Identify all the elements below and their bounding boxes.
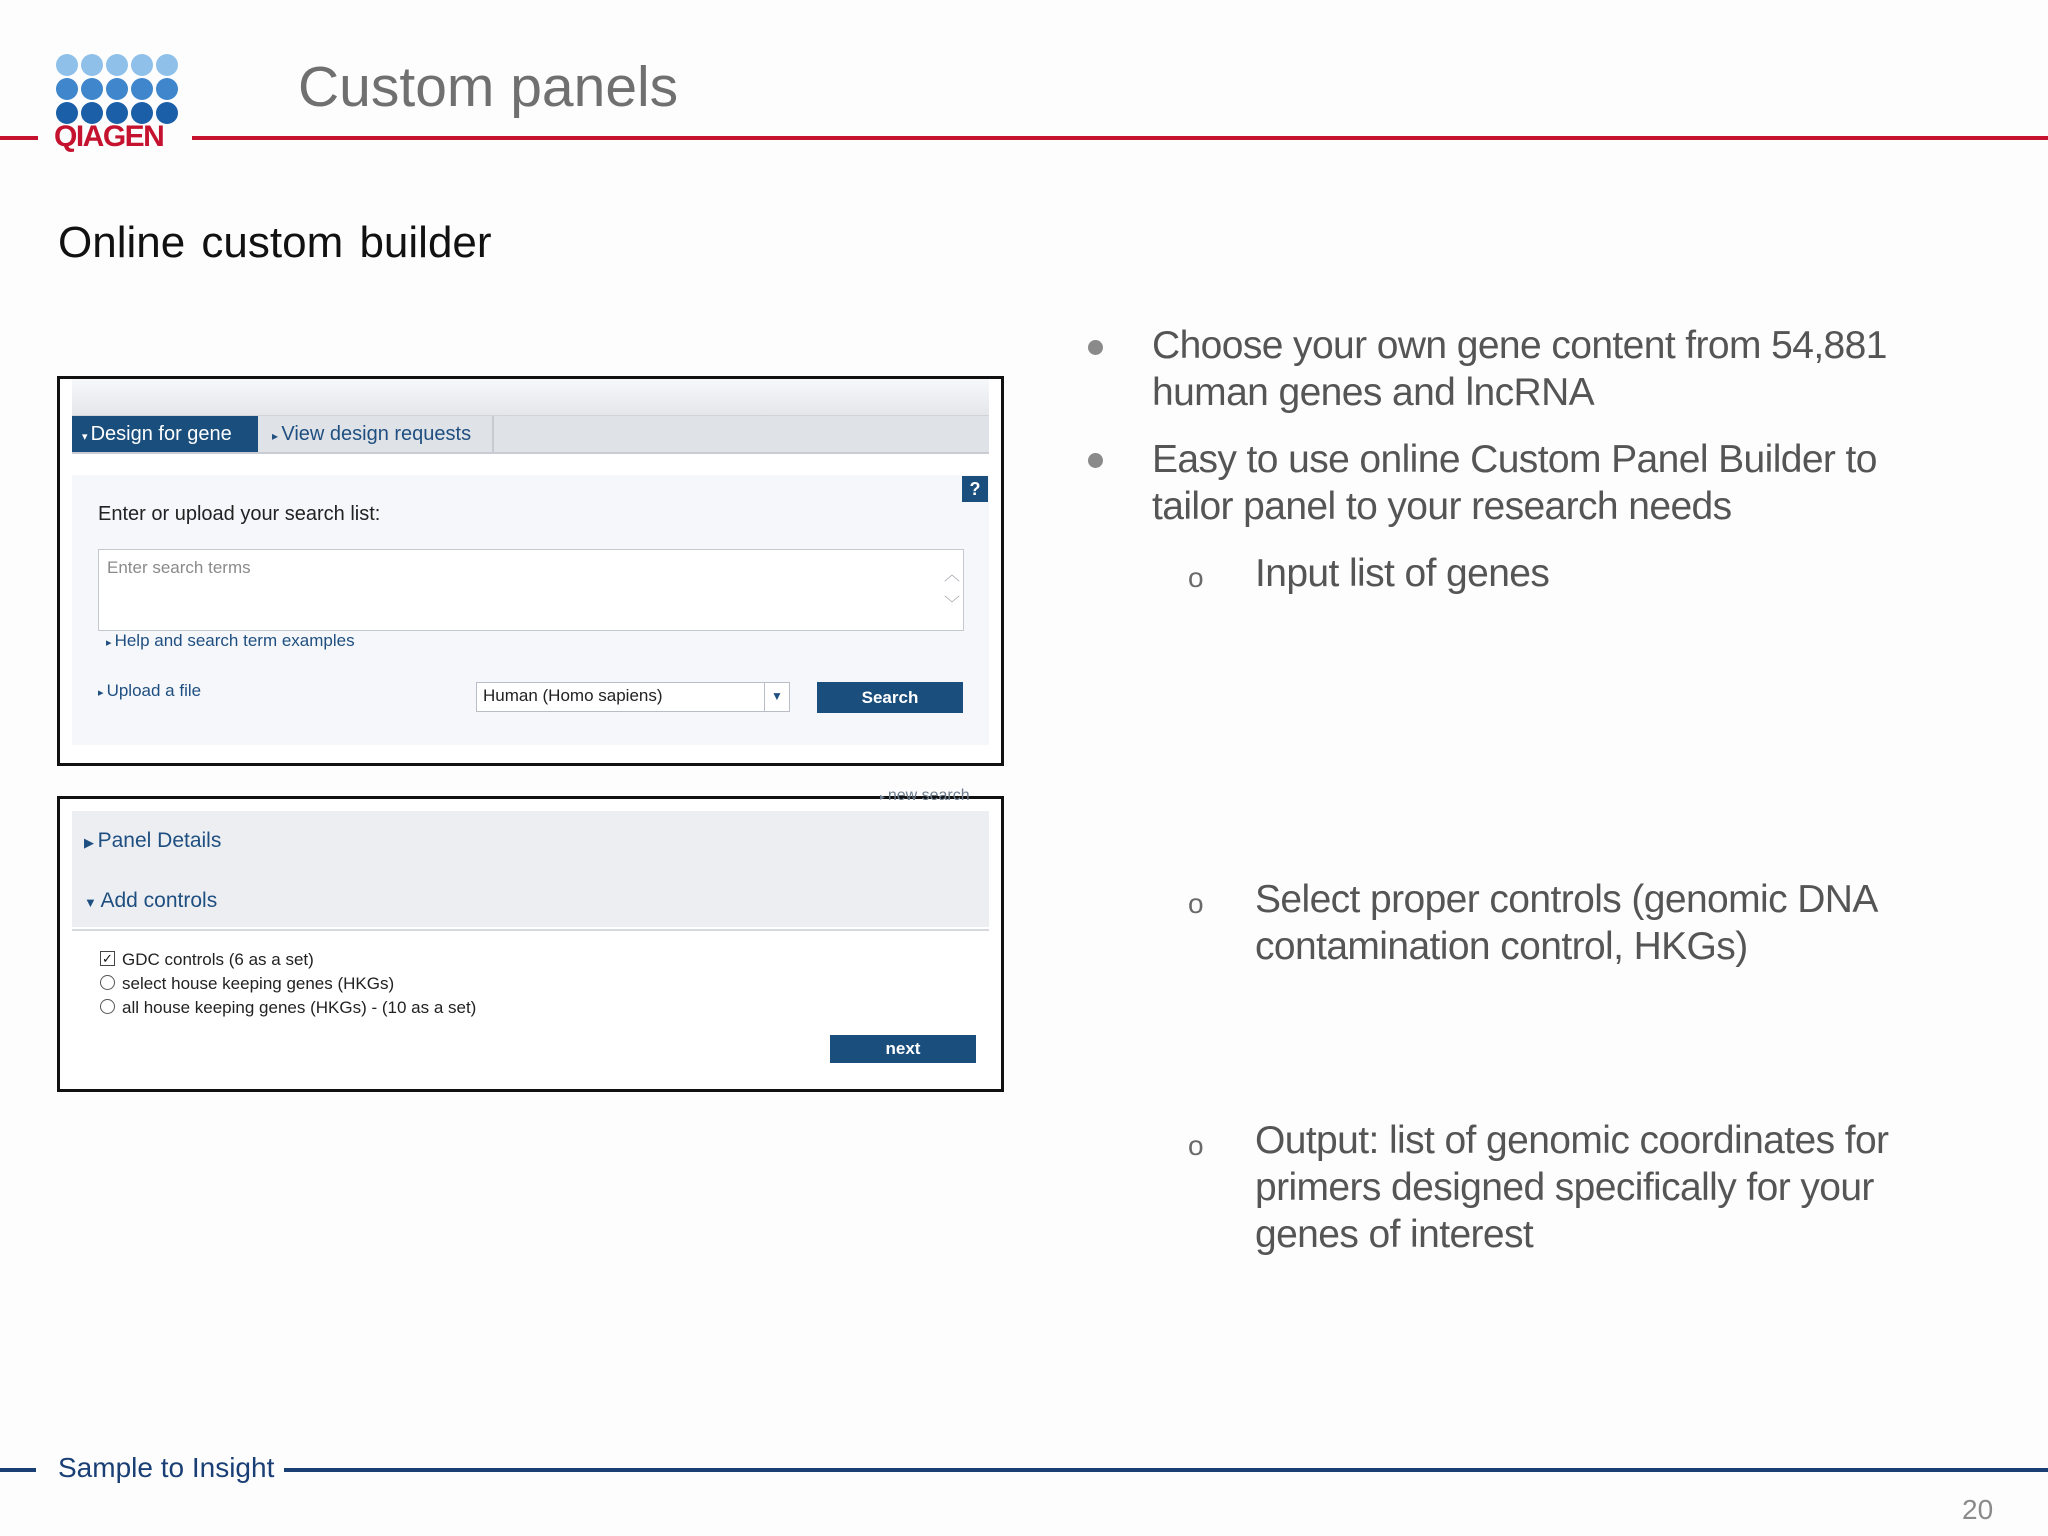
sub-bullet-input-genes: Input list of genes	[1255, 552, 1550, 595]
design-tab-bar	[72, 415, 989, 454]
bullet-gene-content: Choose your own gene content from 54,881 human genes and lncRNA	[1152, 324, 1887, 414]
gdc-controls-checkbox[interactable]: ✓	[100, 951, 115, 966]
footer-tagline: Sample to Insight	[58, 1452, 275, 1483]
bullet-dot-1	[1088, 340, 1103, 355]
header-divider-right	[192, 136, 2048, 140]
sub-bullet-marker-3: o	[1188, 1130, 1204, 1161]
qiagen-logo-text: QIAGEN	[54, 120, 164, 153]
add-controls-toggle[interactable]: ▼ Add controls	[84, 889, 218, 912]
all-hkgs-label: all house keeping genes (HKGs) - (10 as a set)	[122, 998, 477, 1017]
design-panel-screenshot	[57, 376, 1004, 766]
page-number: 20	[1962, 1494, 1994, 1525]
gdc-controls-label: GDC controls (6 as a set)	[122, 950, 314, 969]
bullet-online-builder: Easy to use online Custom Panel Builder to tailor panel to your research needs	[1152, 438, 1877, 528]
footer-divider-left	[0, 1468, 36, 1472]
controls-panel-screenshot	[57, 787, 1004, 1092]
tab-view-design-requests[interactable]: ▸ View design requests	[258, 416, 494, 452]
footer-divider-right	[284, 1468, 2048, 1472]
sub-bullet-marker-1: o	[1188, 562, 1204, 593]
page-title: Custom panels	[298, 55, 679, 119]
design-panel-topbar	[72, 379, 989, 415]
upload-file-link[interactable]: ▸ Upload a file	[98, 681, 202, 700]
search-terms-input[interactable]	[98, 549, 964, 631]
select-hkgs-label: select house keeping genes (HKGs)	[122, 974, 395, 993]
bullet-dot-2	[1088, 453, 1103, 468]
section-subtitle: Online custom builder	[58, 218, 492, 267]
select-hkgs-radio[interactable]	[100, 975, 115, 990]
scroll-down-icon[interactable]: ﹀	[943, 596, 960, 613]
search-scroll-arrows[interactable]	[941, 550, 963, 630]
all-hkgs-radio[interactable]	[100, 999, 115, 1014]
controls-divider	[72, 929, 989, 931]
species-select[interactable]	[476, 682, 790, 712]
next-button[interactable]: next	[830, 1035, 976, 1063]
header-divider-left	[0, 136, 38, 140]
species-select-value: Human (Homo sapiens)	[483, 686, 663, 705]
sub-bullet-controls: Select proper controls (genomic DNA contamination control, HKGs)	[1255, 878, 1876, 968]
panel-details-toggle[interactable]: ▶ Panel Details	[84, 829, 222, 852]
search-placeholder: Enter search terms	[107, 558, 251, 577]
search-button[interactable]: Search	[817, 682, 963, 713]
help-examples-link[interactable]: ▸ Help and search term examples	[106, 631, 355, 650]
scroll-up-icon[interactable]: ︿	[943, 567, 960, 584]
search-list-prompt: Enter or upload your search list:	[98, 503, 381, 525]
sub-bullet-marker-2: o	[1188, 888, 1204, 919]
chevron-down-icon[interactable]: ▼	[764, 683, 789, 711]
help-button[interactable]: ?	[962, 476, 988, 502]
sub-bullet-output: Output: list of genomic coordinates for primers designed specifically for your genes of interest	[1255, 1119, 1889, 1256]
tab-design-for-gene[interactable]: ▾ Design for gene	[72, 416, 258, 452]
new-search-link[interactable]: ▸ new search	[880, 787, 970, 804]
